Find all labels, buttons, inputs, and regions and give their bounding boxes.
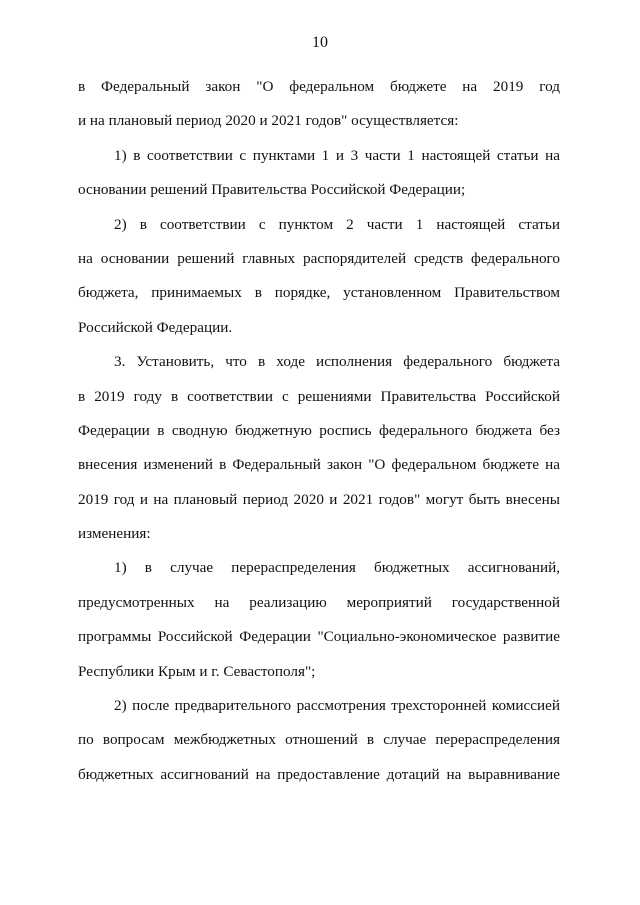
text-line: программы Российской Федерации "Социально-экономическое развитие: [78, 628, 560, 646]
text-line: предусмотренных на реализацию мероприятий государственной: [78, 593, 560, 611]
text-line: в 2019 году в соответствии с решениями Правительства Российской: [78, 387, 560, 405]
text-line: 2019 год и на плановый период 2020 и 2021 годов" могут быть внесены: [78, 490, 560, 508]
text-line: 2) в соответствии с пунктом 2 части 1 настоящей статьи: [114, 215, 560, 233]
page-number: 10: [312, 34, 328, 51]
text-line: в Федеральный закон "О федеральном бюджете на 2019 год: [78, 78, 560, 95]
text-line: 1) в случае перераспределения бюджетных ассигнований,: [114, 559, 560, 577]
text-line: основании решений Правительства Российской Федерации;: [78, 181, 466, 199]
text-line: Российской Федерации.: [78, 318, 233, 336]
document-body: [78, 70, 560, 792]
text-line: 3. Установить, что в ходе исполнения федерального бюджета: [114, 353, 560, 371]
text-line: Федерации в сводную бюджетную роспись федерального бюджета без: [78, 421, 560, 439]
text-line: на основании решений главных распорядителей средств федерального: [78, 249, 560, 267]
text-line: по вопросам межбюджетных отношений в случае перераспределения: [78, 731, 560, 749]
text-line: внесения изменений в Федеральный закон "О федеральном бюджете на: [78, 456, 560, 474]
text-line: бюджетных ассигнований на предоставление дотаций на выравнивание: [78, 765, 560, 783]
text-line: 1) в соответствии с пунктами 1 и 3 части 1 настоящей статьи на: [114, 146, 560, 164]
text-line: изменения:: [78, 525, 151, 543]
text-line: 2) после предварительного рассмотрения трехсторонней комиссией: [114, 697, 560, 715]
text-line: и на плановый период 2020 и 2021 годов" осуществляется:: [78, 112, 459, 130]
text-line: Республики Крым и г. Севастополя";: [78, 662, 316, 680]
text-line: бюджета, принимаемых в порядке, установленном Правительством: [78, 284, 560, 302]
